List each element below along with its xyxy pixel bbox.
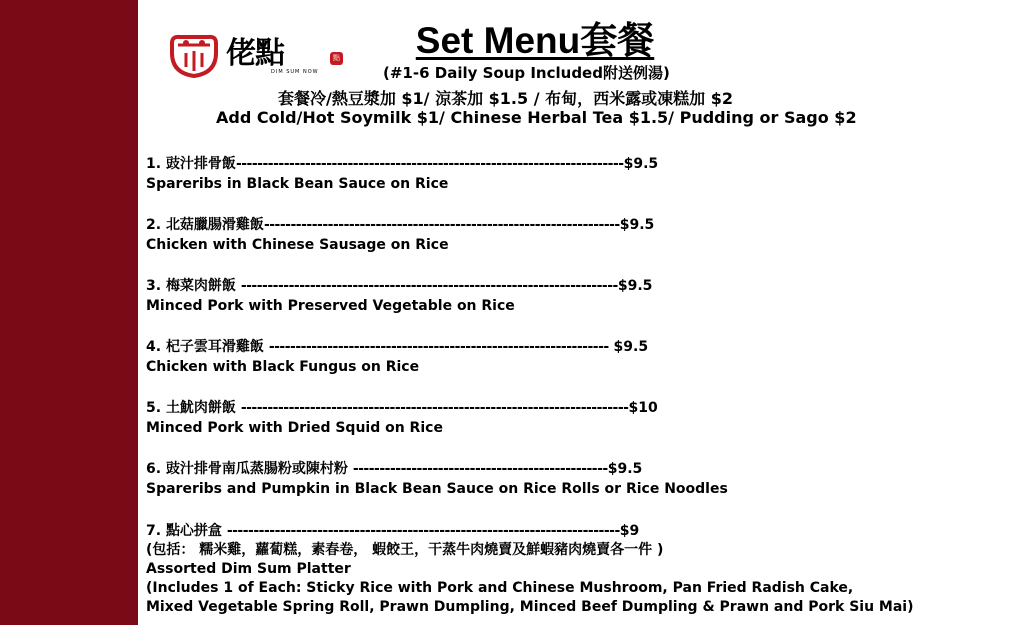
sidebar-decor [0,0,138,625]
item-english-name: Chicken with Chinese Sausage on Rice [146,237,449,253]
item-heading [146,337,1006,357]
item-number: 5. [146,400,162,416]
item-chinese-name: 豉汁排骨南瓜蒸腸粉或陳村粉 [165,461,353,477]
item-english-name: Minced Pork with Dried Squid on Rice [146,420,443,436]
item-number: 6. [146,461,162,477]
logo-subtitle: DIM SUM NOW [271,69,319,75]
addon-note-english: Add Cold/Hot Soymilk $1/ Chinese Herbal Tea $1.5/ Pudding or Sago $2 [216,108,857,127]
item-number: 4. [146,339,162,355]
item-price: $9.5 [617,278,653,294]
logo-seal: 點心 [330,52,343,65]
item-price: $9 [619,523,640,539]
item-chinese-name: 杞子雲耳滑雞飯 [165,339,269,355]
dot-leader: ------------------------------------------------ [352,461,608,477]
item-english-name: Chicken with Black Fungus on Rice [146,359,420,375]
item-chinese-name: 土魷肉餅飯 [165,400,241,416]
item-english-name: Minced Pork with Preserved Vegetable on Rice [146,298,515,314]
page-title: Set Menu套餐 [415,20,655,61]
menu-item-2 [146,215,1006,255]
item-heading [146,459,1006,479]
item-chinese-name: 梅菜肉餅飯 [165,278,241,294]
logo-name: 佬點 [226,36,284,71]
item-english-name: Spareribs in Black Bean Sauce on Rice [146,176,449,192]
item-number: 3. [146,278,162,294]
item-chinese-name: 點心拼盒 [165,523,227,539]
dot-leader: ------------------------------------------------------------------- [263,217,620,233]
item-price: $10 [628,400,658,416]
item-includes-chinese: (包括： 糯米雞，蘿蔔糕，素春卷， 蝦餃王，干蒸牛肉燒賣及鮮蝦豬肉燒賣各一件 ) [146,542,664,558]
dot-leader: -------------------------------------------------------------------------- [226,523,620,539]
menu-item-7 [146,522,1006,617]
item-price: $9.5 [619,217,655,233]
item-heading [146,215,1006,235]
item-price: $9.5 [608,339,649,355]
item-heading [146,522,1006,541]
dragon-mascot-icon [166,33,222,79]
item-includes-english-2: Mixed Vegetable Spring Roll, Prawn Dumpling, Minced Beef Dumpling & Prawn and Pork Siu Mai) [146,599,914,615]
item-chinese-name: 豉汁排骨飯 [165,156,236,172]
item-price: $9.5 [623,156,659,172]
soup-note: (#1-6 Daily Soup Included附送例湯) [383,64,670,82]
menu-item-1 [146,154,1006,194]
item-number: 2. [146,217,162,233]
restaurant-logo [166,33,350,79]
item-includes-english-1: (Includes 1 of Each: Sticky Rice with Pork and Chinese Mushroom, Pan Fried Radish Cake, [146,580,854,596]
addon-note-chinese: 套餐冷/熱豆漿加 $1/ 涼茶加 $1.5 / 布甸，西米露或凍糕加 $2 [278,89,733,108]
dot-leader: ------------------------------------------------------------------------- [240,400,629,416]
item-heading [146,154,1006,174]
item-number: 7. [146,523,162,539]
menu-item-6 [146,459,1006,499]
item-price: $9.5 [607,461,643,477]
dot-leader: ------------------------------------------------------------------------- [235,156,624,172]
menu-item-3 [146,276,1006,316]
item-english-name: Spareribs and Pumpkin in Black Bean Sauce on Rice Rolls or Rice Noodles [146,481,728,497]
menu-items [146,154,1006,638]
item-english-name: Assorted Dim Sum Platter [146,561,351,577]
menu-item-4 [146,337,1006,377]
menu-item-5 [146,398,1006,438]
item-number: 1. [146,156,162,172]
item-heading [146,398,1006,418]
item-chinese-name: 北菇臘腸滑雞飯 [165,217,264,233]
dot-leader: ---------------------------------------------------------------- [268,339,609,355]
item-heading [146,276,1006,296]
dot-leader: ----------------------------------------------------------------------- [240,278,618,294]
